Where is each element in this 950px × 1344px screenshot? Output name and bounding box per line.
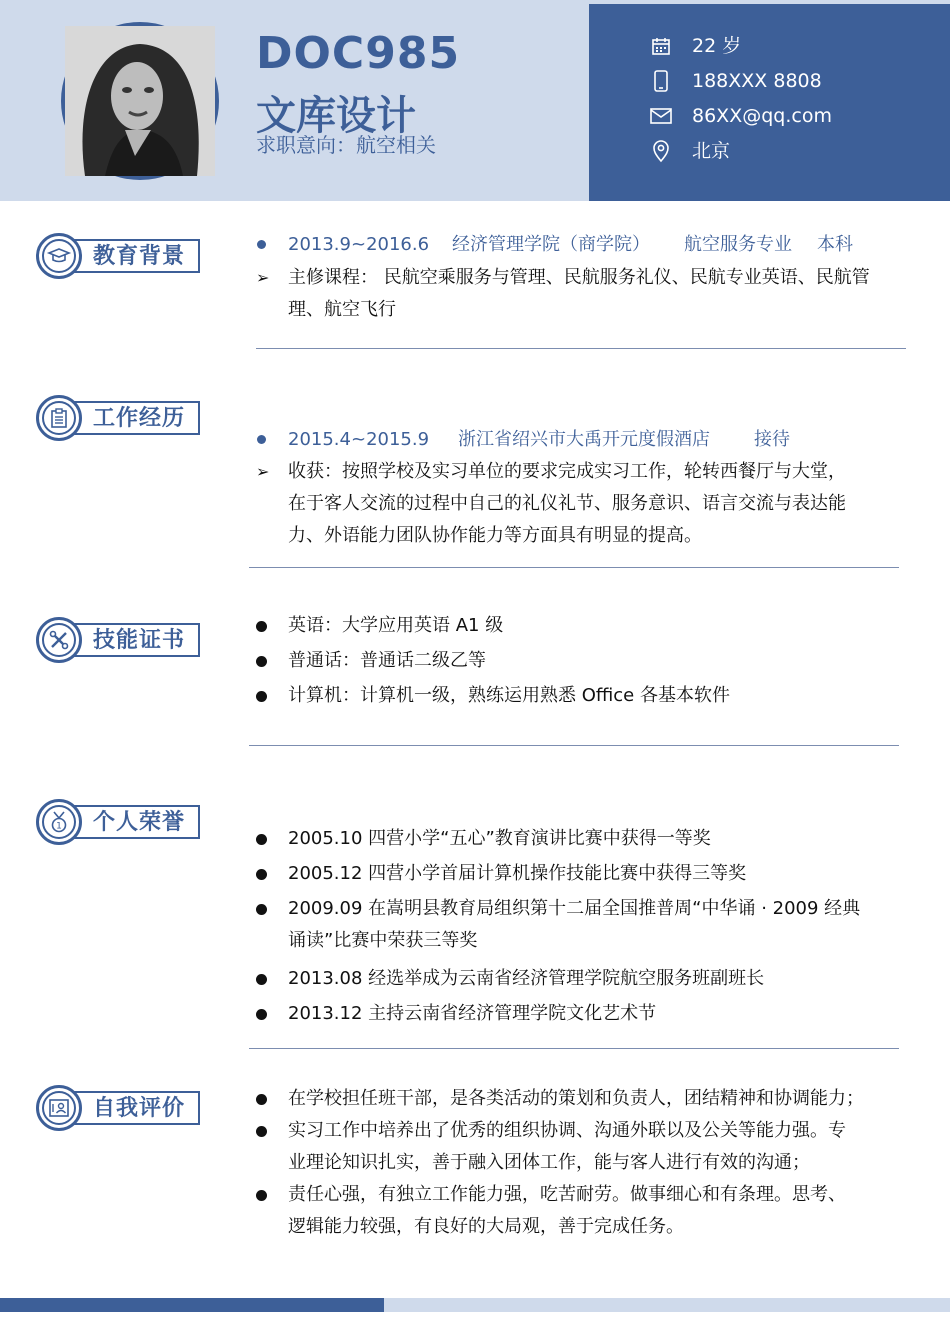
education-school: 经济管理学院（商学院） bbox=[452, 234, 650, 255]
divider bbox=[249, 745, 899, 746]
education-period: 2013.9~2016.6 bbox=[288, 234, 430, 255]
contact-age-text: 22 岁 bbox=[692, 35, 742, 57]
footer-bar-dark bbox=[0, 1298, 384, 1312]
calendar-icon bbox=[650, 35, 672, 57]
honor-item: 2005.10 四营小学“五心”教育演讲比赛中获得一等奖 bbox=[288, 828, 711, 849]
contact-phone-text: 188XXX 8808 bbox=[692, 70, 822, 92]
section-self-header bbox=[36, 1085, 206, 1133]
skill-item: 英语：大学应用英语 A1 级 bbox=[288, 615, 504, 636]
contact-phone bbox=[650, 67, 822, 95]
bullet bbox=[256, 1126, 267, 1137]
section-skills-header bbox=[36, 617, 206, 665]
job-target: 求职意向：航空相关 bbox=[256, 133, 436, 157]
footer-bar-light bbox=[384, 1298, 950, 1312]
contact-age bbox=[650, 32, 742, 60]
honor-item: 2013.12 主持云南省经济管理学院文化艺术节 bbox=[288, 1003, 657, 1024]
honor-line: 诵读”比赛中荣获三等奖 bbox=[288, 930, 478, 951]
bullet bbox=[256, 834, 267, 845]
arrow-bullet: ➢ bbox=[256, 268, 270, 287]
section-title: 技能证书 bbox=[93, 628, 186, 653]
bullet bbox=[256, 974, 267, 985]
work-role: 接待 bbox=[754, 429, 790, 450]
self-line: 责任心强，有独立工作能力强，吃苦耐劳。做事细心和有条理。思考、 bbox=[288, 1184, 846, 1205]
honor-line: 2009.09 在嵩明县教育局组织第十二届全国推普周“中华诵 · 2009 经典 bbox=[288, 898, 861, 919]
badge-circle bbox=[36, 395, 82, 441]
self-line: 逻辑能力较强，有良好的大局观，善于完成任务。 bbox=[288, 1216, 684, 1237]
education-courses bbox=[288, 262, 870, 326]
section-title: 工作经历 bbox=[93, 406, 186, 431]
graduation-cap-icon bbox=[42, 239, 76, 273]
gain-line: 力、外语能力团队协作能力等方面具有明显的提高。 bbox=[288, 525, 702, 546]
education-major: 航空服务专业 bbox=[684, 234, 792, 255]
svg-text:1: 1 bbox=[56, 821, 62, 832]
section-title: 个人荣誉 bbox=[93, 810, 186, 835]
badge-circle bbox=[36, 1085, 82, 1131]
gain-line: 收获：按照学校及实习单位的要求完成实习工作，轮转西餐厅与大堂， bbox=[288, 461, 846, 482]
badge-circle bbox=[36, 233, 82, 279]
bullet bbox=[257, 435, 266, 444]
profile-card-icon bbox=[42, 1091, 76, 1125]
bullet bbox=[256, 869, 267, 880]
self-item bbox=[288, 1115, 846, 1179]
section-title: 教育背景 bbox=[93, 244, 186, 269]
contact-email-text: 86XX@qq.com bbox=[692, 105, 832, 127]
arrow-bullet: ➢ bbox=[256, 462, 270, 481]
work-company: 浙江省绍兴市大禹开元度假酒店 bbox=[458, 429, 710, 450]
work-company-wrap bbox=[458, 424, 710, 456]
bullet bbox=[257, 240, 266, 249]
tools-icon bbox=[42, 623, 76, 657]
honor-item: 2005.12 四营小学首届计算机操作技能比赛中获得三等奖 bbox=[288, 863, 747, 884]
bullet bbox=[256, 691, 267, 702]
work-role-wrap bbox=[754, 424, 790, 456]
bullet bbox=[256, 1190, 267, 1201]
bullet bbox=[256, 1094, 267, 1105]
location-icon bbox=[650, 140, 672, 162]
section-title: 自我评价 bbox=[93, 1096, 186, 1121]
section-work-header bbox=[36, 395, 206, 443]
education-school-wrap bbox=[452, 229, 650, 261]
education-major-wrap bbox=[684, 229, 792, 261]
skill-item: 普通话：普通话二级乙等 bbox=[288, 650, 486, 671]
divider bbox=[256, 348, 906, 349]
section-education-header bbox=[36, 233, 206, 281]
education-entry bbox=[288, 229, 429, 261]
contact-location bbox=[650, 137, 731, 165]
work-period: 2015.4~2015.9 bbox=[288, 429, 430, 450]
candidate-name: DOC985 bbox=[256, 28, 461, 79]
courses-line: 主修课程： 民航空乘服务与管理、民航服务礼仪、民航专业英语、民航管 bbox=[288, 267, 870, 288]
mail-icon bbox=[650, 105, 672, 127]
divider bbox=[249, 567, 899, 568]
section-honors-header bbox=[36, 799, 206, 847]
self-line: 实习工作中培养出了优秀的组织协调、沟通外联以及公关等能力强。专 bbox=[288, 1120, 846, 1141]
education-degree-wrap bbox=[817, 229, 853, 261]
avatar bbox=[61, 22, 219, 180]
clipboard-icon bbox=[42, 401, 76, 435]
skill-item: 计算机：计算机一级，熟练运用熟悉 Office 各基本软件 bbox=[288, 685, 730, 706]
self-item: 在学校担任班干部，是各类活动的策划和负责人，团结精神和协调能力； bbox=[288, 1088, 864, 1109]
gain-line: 在于客人交流的过程中自己的礼仪礼节、服务意识、语言交流与表达能 bbox=[288, 493, 846, 514]
self-line: 业理论知识扎实，善于融入团体工作，能与客人进行有效的沟通； bbox=[288, 1152, 810, 1173]
courses-line: 理、航空飞行 bbox=[288, 299, 396, 320]
work-period-wrap bbox=[288, 424, 429, 456]
badge-circle bbox=[36, 617, 82, 663]
divider bbox=[249, 1048, 899, 1049]
bullet bbox=[256, 1009, 267, 1020]
medal-icon bbox=[42, 805, 76, 839]
honor-item: 2013.08 经选举成为云南省经济管理学院航空服务班副班长 bbox=[288, 968, 765, 989]
work-gain bbox=[288, 456, 846, 552]
badge-circle bbox=[36, 799, 82, 845]
bullet bbox=[256, 621, 267, 632]
contact-email bbox=[650, 102, 832, 130]
phone-icon bbox=[650, 70, 672, 92]
education-degree: 本科 bbox=[817, 234, 853, 255]
contact-location-text: 北京 bbox=[692, 140, 731, 162]
honor-item bbox=[288, 893, 860, 957]
bullet bbox=[256, 904, 267, 915]
cropped-subtitle: 文库设计 bbox=[256, 93, 416, 139]
bullet bbox=[256, 656, 267, 667]
self-item bbox=[288, 1179, 846, 1243]
